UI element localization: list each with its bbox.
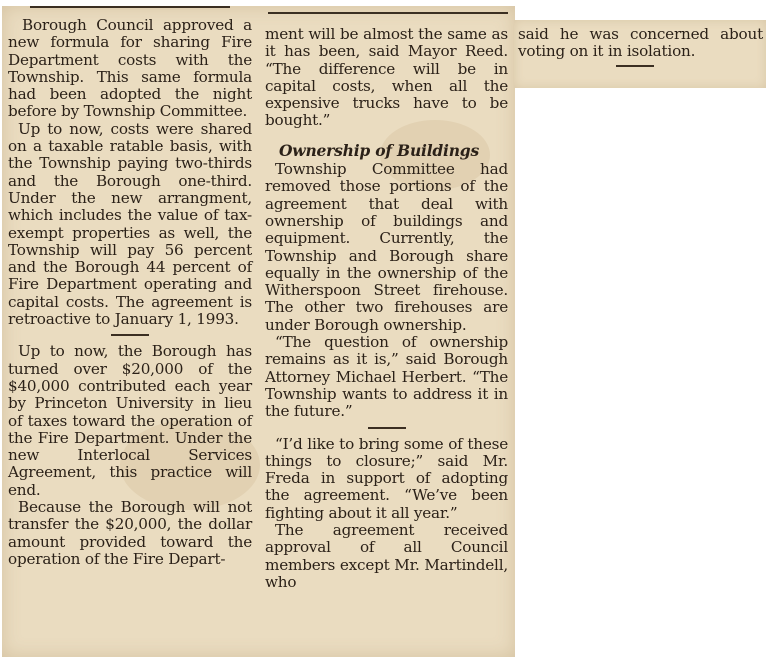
paragraph: Township Committee had removed those portions of the agreement that deal with ownership of buildings and equipment. Currently, the Township and Borough share equally in the ownership of the Witherspoon Street firehouse. The other two firehouses are under Borough ownership. — [265, 160, 508, 334]
column-top-rule — [30, 6, 230, 8]
section-divider — [616, 65, 654, 67]
section-divider — [111, 334, 149, 336]
paragraph: said he was concerned about voting on it in isolation. — [518, 25, 763, 61]
column-top-rule — [268, 12, 508, 14]
paragraph: The agreement received approval of all Council members except Mr. Martindell, who — [265, 521, 508, 591]
paragraph: ment will be almost the same as it has been, said Mayor Reed. “The difference will be in capital costs, when all the expensive trucks have to be bought.” — [265, 25, 508, 130]
paragraph: Up to now, the Borough has turned over $20,000 of the $40,000 contributed each year by Princeton University in lieu of taxes toward the operation of the Fire Department. Under the new Interlocal Services Agreement, this practice will end. — [8, 342, 252, 499]
paragraph: “I’d like to bring some of these things to closure;” said Mr. Freda in support of adopting the agreement. “We’ve been fighting about it all year.” — [265, 434, 508, 522]
paragraph: Borough Council approved a new formula for sharing Fire Department costs with the Township. This same formula had been adopted the night before by Township Committee. — [8, 16, 252, 121]
article-column-2 — [265, 26, 508, 591]
paragraph: Up to now, costs were shared on a taxable ratable basis, with the Township paying two-thirds and the Borough one-third. Under the new arrangment, which includes the value of tax-exempt properties as well, the Township will pay 56 percent and the Borough 44 percent of Fire Department operating and capital costs. The agreement is retroactive to January 1, 1993. — [8, 119, 252, 329]
paragraph: “The question of ownership remains as it is,” said Borough Attorney Michael Herbert. “The Township wants to address it in the future.” — [265, 333, 508, 421]
article-column-3 — [518, 26, 763, 73]
paragraph: Because the Borough will not transfer the $20,000, the dollar amount provided toward the operation of the Fire Depart- — [8, 498, 252, 568]
article-column-1 — [8, 17, 252, 568]
section-heading: Ownership of Buildings — [279, 140, 479, 160]
section-divider — [368, 427, 406, 429]
